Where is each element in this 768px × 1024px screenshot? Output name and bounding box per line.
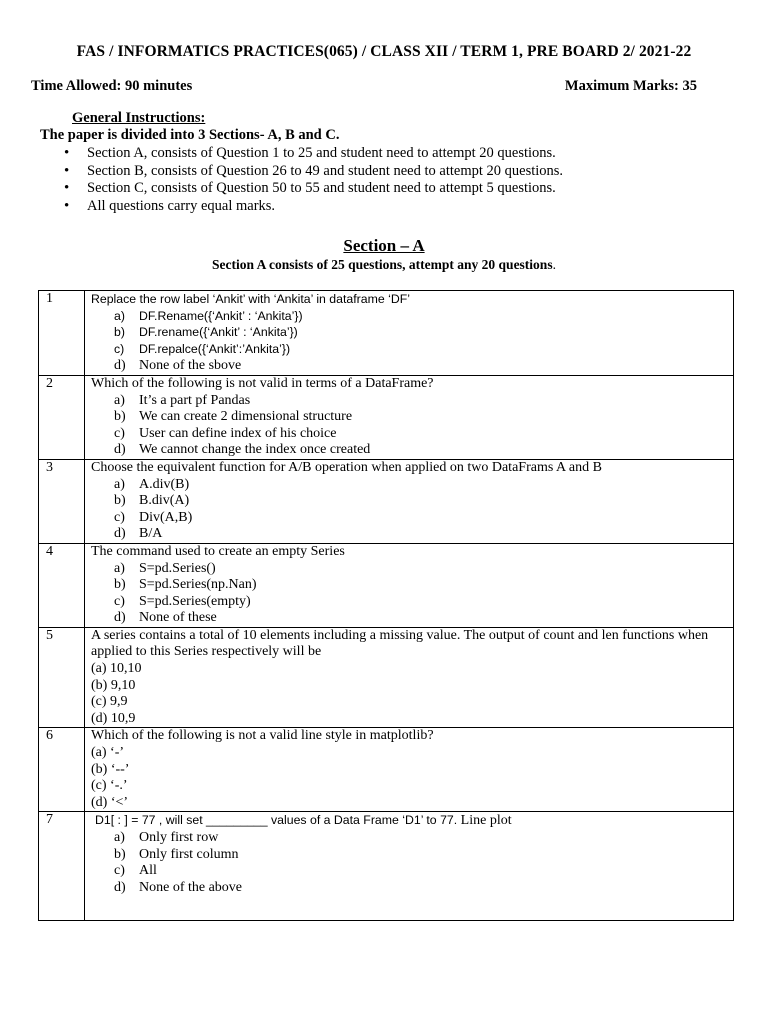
question-text: D1[ : ] = 77 , will set _________ values of a Data Frame ‘D1’ to 77.	[95, 813, 458, 828]
section-subtitle	[0, 257, 768, 273]
option-item	[91, 308, 729, 325]
option-item	[91, 863, 729, 880]
option-item	[91, 393, 729, 410]
question-cell	[85, 459, 734, 543]
question-number: 7	[39, 812, 85, 921]
question-text: Choose the equivalent function for A/B operation when applied on two DataFrams A and B	[91, 459, 602, 475]
maximum-marks: Maximum Marks: 35	[564, 78, 697, 94]
question-cell	[85, 291, 734, 376]
option-item	[91, 610, 729, 627]
instruction-item: • All questions carry equal marks.	[64, 198, 563, 216]
option-text: S=pd.Series(empty)	[139, 593, 251, 609]
time-allowed: Time Allowed: 90 minutes	[31, 78, 193, 94]
question-number: 1	[39, 291, 85, 376]
question-text: The command used to create an empty Series	[91, 543, 345, 559]
option-text: None of the above	[139, 879, 243, 895]
option-item: (c) 9,9	[91, 694, 128, 710]
option-text: DF.rename({‘Ankit’ : ‘Ankita’})	[139, 325, 298, 340]
question-row	[39, 812, 734, 921]
instructions-intro: The paper is divided into 3 Sections- A, B and C.	[40, 127, 340, 143]
question-number: 5	[39, 627, 85, 728]
option-text: Only first column	[139, 846, 239, 862]
option-text: DF.Rename({‘Ankit’ : ‘Ankita’})	[139, 308, 303, 323]
option-text: Only first row	[139, 830, 219, 845]
options-list	[91, 661, 729, 727]
options-list	[91, 308, 729, 375]
option-label: c)	[114, 863, 125, 879]
option-text: B.div(A)	[139, 493, 190, 509]
option-label: b)	[114, 325, 125, 340]
question-number: 2	[39, 375, 85, 459]
option-text: None of these	[139, 610, 217, 626]
paper-title: FAS / INFORMATICS PRACTICES(065) / CLASS XII / TERM 1, PRE BOARD 2/ 2021-22	[76, 43, 692, 60]
question-cell	[85, 627, 734, 728]
question-text: Replace the row label ‘Ankit’ with ‘Ankita’ in dataframe ‘DF’	[91, 292, 410, 306]
option-label: b)	[114, 409, 126, 425]
question-number: 4	[39, 543, 85, 627]
option-item	[91, 357, 729, 375]
option-text: We cannot change the index once created	[139, 442, 371, 458]
option-item: (a) ‘-’	[91, 745, 125, 761]
option-text: DF.repalce({‘Ankit’:’Ankita’})	[139, 341, 291, 356]
option-label: d)	[114, 442, 126, 458]
option-item	[91, 510, 729, 527]
option-text: S=pd.Series(np.Nan)	[139, 577, 257, 593]
options-list	[91, 477, 729, 543]
question-cell	[85, 543, 734, 627]
option-item	[91, 847, 729, 864]
question-text-line	[91, 812, 729, 830]
option-label: c)	[114, 341, 125, 356]
option-text: Div(A,B)	[139, 509, 193, 525]
instruction-item: • Section B, consists of Question 26 to 49 and student need to attempt 20 questions.	[64, 163, 563, 181]
option-item	[91, 477, 729, 494]
question-text: A series contains a total of 10 elements including a missing value. The output of count and len functions when applied to this Series respectively will be	[91, 627, 709, 660]
instruction-item: • Section A, consists of Question 1 to 25 and student need to attempt 20 questions.	[64, 145, 563, 163]
question-cell	[85, 812, 734, 921]
option-text: We can create 2 dimensional structure	[139, 409, 353, 425]
option-label: d)	[114, 610, 126, 626]
question-cell	[85, 375, 734, 459]
option-label: d)	[114, 526, 126, 542]
question-text: Which of the following is not a valid line style in matplotlib?	[91, 728, 434, 744]
option-text: B/A	[139, 526, 163, 542]
question-row	[39, 627, 734, 728]
option-label: a)	[114, 308, 125, 323]
option-item: (b) 9,10	[91, 677, 136, 693]
option-item	[91, 594, 729, 611]
option-item: (c) ‘-.’	[91, 778, 128, 794]
option-item	[91, 341, 729, 358]
option-label: b)	[114, 577, 126, 593]
instructions-heading: General Instructions:	[72, 110, 206, 126]
option-item	[91, 526, 729, 543]
option-item	[91, 324, 729, 341]
question-row	[39, 291, 734, 376]
option-item	[91, 426, 729, 443]
option-item: (a) 10,10	[91, 661, 142, 677]
questions-table	[38, 290, 734, 921]
option-label: c)	[114, 509, 125, 525]
instruction-item: • Section C, consists of Question 50 to 55 and student need to attempt 5 questions.	[64, 180, 563, 198]
option-item: (d) ‘<’	[91, 794, 129, 810]
section-subtitle-end: .	[552, 257, 556, 272]
option-text: S=pd.Series()	[139, 560, 216, 576]
option-text: All	[139, 863, 157, 879]
option-label: b)	[114, 493, 126, 509]
question-number: 6	[39, 728, 85, 812]
option-item	[91, 561, 729, 578]
option-label: d)	[114, 879, 126, 895]
section-subtitle-text: Section A consists of 25 questions, attempt any 20 questions	[212, 257, 553, 272]
instructions-list	[64, 145, 563, 215]
option-label: a)	[114, 560, 125, 576]
question-row	[39, 543, 734, 627]
question-text: Which of the following is not valid in terms of a DataFrame?	[91, 375, 434, 391]
option-label: c)	[114, 425, 125, 441]
option-label: b)	[114, 846, 126, 862]
question-cell	[85, 728, 734, 812]
options-list	[91, 561, 729, 627]
question-text-tail: Line plot	[460, 813, 512, 829]
options-list	[91, 745, 729, 811]
question-number: 3	[39, 459, 85, 543]
option-label: a)	[114, 392, 125, 408]
option-item	[91, 880, 729, 897]
options-list	[91, 393, 729, 459]
option-label: d)	[114, 358, 126, 374]
option-label: c)	[114, 593, 125, 609]
question-row	[39, 375, 734, 459]
options-list	[91, 830, 729, 896]
question-row	[39, 459, 734, 543]
option-item: (d) 10,9	[91, 710, 136, 726]
option-text: A.div(B)	[139, 476, 190, 492]
section-title: Section – A	[343, 236, 425, 255]
option-item	[91, 442, 729, 459]
option-item	[91, 577, 729, 594]
option-item	[91, 830, 729, 847]
option-label: a)	[114, 476, 125, 492]
question-row	[39, 728, 734, 812]
option-item	[91, 493, 729, 510]
option-text: It’s a part pf Pandas	[139, 392, 251, 408]
option-item	[91, 409, 729, 426]
option-label: a)	[114, 830, 125, 845]
option-item: (b) ‘--’	[91, 761, 130, 777]
option-text: User can define index of his choice	[139, 425, 337, 441]
option-text: None of the sbove	[139, 358, 242, 374]
